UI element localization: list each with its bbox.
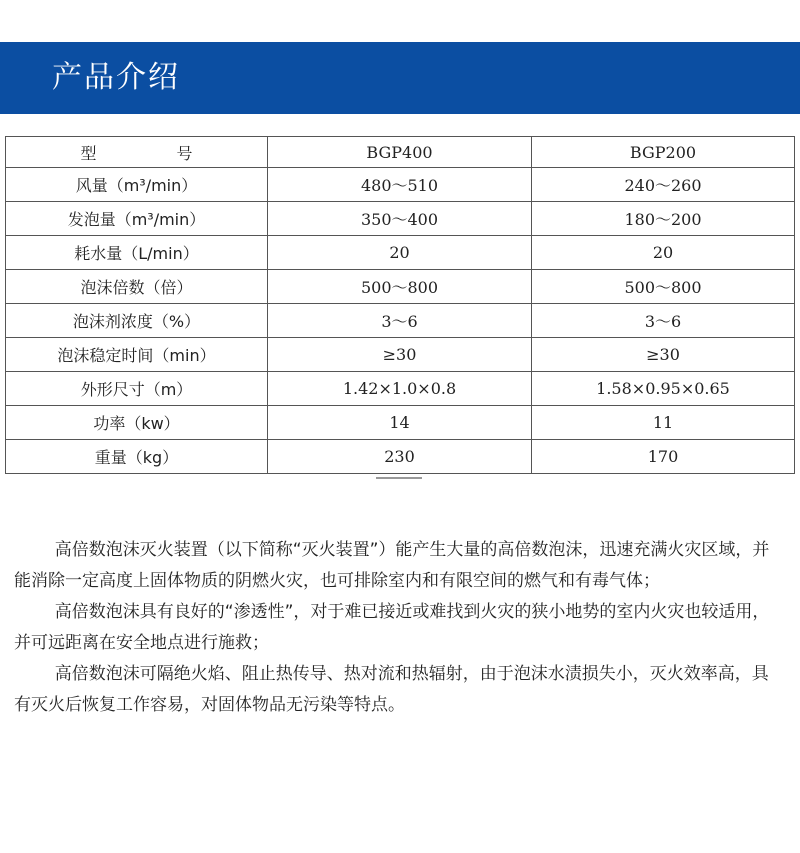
model-col2-header: BGP200	[532, 137, 795, 168]
row-label: 重量（kg）	[6, 440, 268, 474]
row-label: 发泡量（m³/min）	[6, 202, 268, 236]
row-value-bgp200: 240～260	[532, 168, 795, 202]
table-row	[6, 270, 795, 304]
spec-table	[5, 136, 795, 474]
row-label: 泡沫倍数（倍）	[6, 270, 268, 304]
table-row	[6, 304, 795, 338]
row-value-bgp400: 480～510	[268, 168, 532, 202]
row-value-bgp200: 170	[532, 440, 795, 474]
table-row	[6, 202, 795, 236]
row-value-bgp400: ≥30	[268, 338, 532, 372]
row-value-bgp200: 180～200	[532, 202, 795, 236]
row-label: 耗水量（L/min）	[6, 236, 268, 270]
row-value-bgp200: 3～6	[532, 304, 795, 338]
table-row	[6, 338, 795, 372]
row-value-bgp400: 350～400	[268, 202, 532, 236]
row-label: 风量（m³/min）	[6, 168, 268, 202]
row-value-bgp200: 1.58×0.95×0.65	[532, 372, 795, 406]
model-col1-header: BGP400	[268, 137, 532, 168]
row-value-bgp400: 3～6	[268, 304, 532, 338]
row-label: 泡沫剂浓度（%）	[6, 304, 268, 338]
product-description	[14, 535, 784, 721]
table-row	[6, 406, 795, 440]
row-value-bgp200: ≥30	[532, 338, 795, 372]
table-row	[6, 440, 795, 474]
header-banner	[0, 42, 800, 114]
model-header-left: 型	[80, 143, 97, 163]
model-header-right: 号	[176, 143, 193, 163]
row-label: 泡沫稳定时间（min）	[6, 338, 268, 372]
row-value-bgp200: 20	[532, 236, 795, 270]
table-header-row	[6, 137, 795, 168]
page-title: 产品介绍	[52, 60, 180, 95]
row-value-bgp400: 20	[268, 236, 532, 270]
table-row	[6, 168, 795, 202]
row-value-bgp400: 500～800	[268, 270, 532, 304]
description-paragraph: 高倍数泡沫可隔绝火焰、阻止热传导、热对流和热辐射，由于泡沫水渍损失小，灭火效率高，具有灭火后恢复工作容易，对固体物品无污染等特点。	[14, 664, 769, 715]
row-label: 外形尺寸（m）	[6, 372, 268, 406]
row-label: 功率（kw）	[6, 406, 268, 440]
table-row	[6, 236, 795, 270]
row-value-bgp400: 14	[268, 406, 532, 440]
model-header-cell	[6, 137, 268, 168]
row-value-bgp200: 11	[532, 406, 795, 440]
row-value-bgp400: 1.42×1.0×0.8	[268, 372, 532, 406]
row-value-bgp400: 230	[268, 440, 532, 474]
row-value-bgp200: 500～800	[532, 270, 795, 304]
table-row	[6, 372, 795, 406]
divider	[376, 477, 422, 479]
description-paragraph: 高倍数泡沫灭火装置（以下简称“灭火装置”）能产生大量的高倍数泡沫，迅速充满火灾区域，并能消除一定高度上固体物质的阴燃火灾，也可排除室内和有限空间的燃气和有毒气体；	[14, 540, 770, 591]
description-paragraph: 高倍数泡沫具有良好的“渗透性”，对于难已接近或难找到火灾的狭小地势的室内火灾也较适用，并可远距离在安全地点进行施救；	[14, 602, 770, 653]
